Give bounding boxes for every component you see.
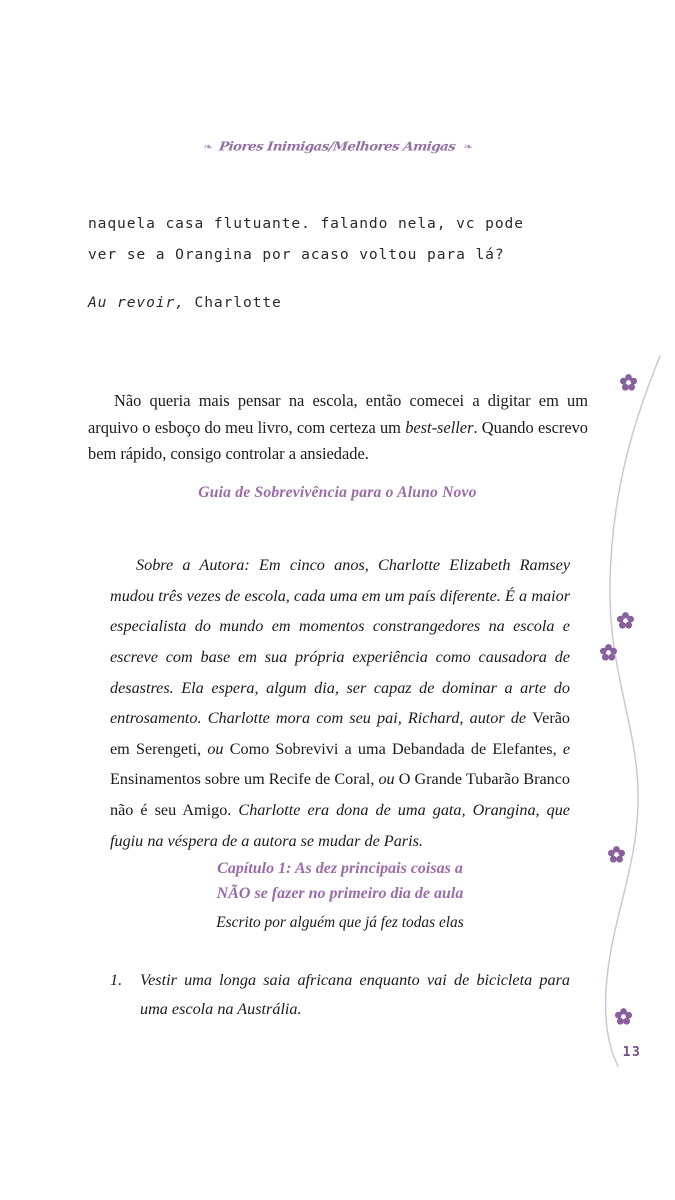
letter-line-2: ver se a Orangina por acaso voltou para lá? bbox=[88, 246, 505, 263]
excerpt-segment-2: ou bbox=[201, 739, 230, 758]
flower-icon bbox=[600, 644, 617, 661]
letter-line-1: naquela casa flutuante. falando nela, vc pode bbox=[88, 215, 524, 232]
chapter-title-line-1: Capítulo 1: As dez principais coisas a bbox=[217, 860, 463, 877]
flower-icon bbox=[620, 374, 637, 391]
narration-emphasis: best-seller bbox=[405, 417, 474, 437]
narration-part-2: . Quando escrevo bem rápido, consigo controlar a ansiedade. bbox=[88, 417, 588, 464]
list-item-number: 1. bbox=[110, 971, 123, 989]
flower-icon bbox=[608, 846, 625, 863]
excerpt-segment-1: Sobre a Autora: Em cinco anos, Charlotte Elizabeth Ramsey mudou três vezes de escola, cada uma em um país diferente. É a maior especialista do mundo em momentos constrangedores na escola e escreve com base em sua própria experiência como causadora de desastres. Ela espera, algum dia, ser capaz de dominar a arte do entrosamento. Charlotte mora com seu pai, Richard, autor de bbox=[110, 556, 570, 728]
chapter-list bbox=[110, 966, 570, 1024]
about-the-author-paragraph bbox=[110, 550, 570, 856]
excerpt-segment-3: e bbox=[556, 739, 571, 758]
guide-title: Guia de Sobrevivência para o Aluno Novo bbox=[198, 484, 477, 501]
running-head-title: Piores Inimigas/Melhores Amigas bbox=[218, 139, 457, 155]
flower-icon bbox=[615, 1008, 632, 1025]
signoff-name: Charlotte bbox=[184, 294, 282, 311]
running-head bbox=[0, 138, 675, 156]
letter-body bbox=[88, 208, 588, 270]
list-item bbox=[110, 966, 570, 1024]
page-number: 13 bbox=[622, 1045, 642, 1060]
signoff-phrase: Au revoir, bbox=[88, 294, 185, 311]
narration-part-1: Não queria mais pensar na escola, então comecei a digitar em um arquivo o esboço do meu livro, com certeza um bbox=[88, 391, 588, 437]
book-title-2: Como Sobrevivi a uma Debandada de Elefantes, bbox=[229, 739, 557, 758]
flower-icon bbox=[617, 612, 634, 629]
chapter-heading bbox=[110, 856, 570, 934]
list-item-text: Vestir uma longa saia africana enquanto vai de bicicleta para uma escola na Austrália. bbox=[140, 971, 570, 1018]
ornament-left-icon: ❧ bbox=[203, 141, 213, 153]
book-title-1: Verão em Serengeti, bbox=[110, 709, 570, 758]
narration-paragraph bbox=[88, 388, 588, 468]
ornament-right-icon: ❧ bbox=[462, 141, 472, 153]
excerpt-segment-4: ou bbox=[374, 770, 399, 789]
letter-signoff bbox=[88, 294, 282, 311]
chapter-subtitle: Escrito por alguém que já fez todas elas bbox=[216, 914, 464, 931]
chapter-title-line-2: NÃO se fazer no primeiro dia de aula bbox=[216, 885, 464, 902]
excerpt-segment-5: Charlotte era dona de uma gata, Orangina, que fugiu na véspera de a autora se mudar de Paris. bbox=[110, 800, 570, 850]
book-title-4: O Grande Tubarão Branco não é seu Amigo. bbox=[110, 770, 571, 819]
book-title-3: Ensinamentos sobre um Recife de Coral, bbox=[110, 770, 375, 789]
